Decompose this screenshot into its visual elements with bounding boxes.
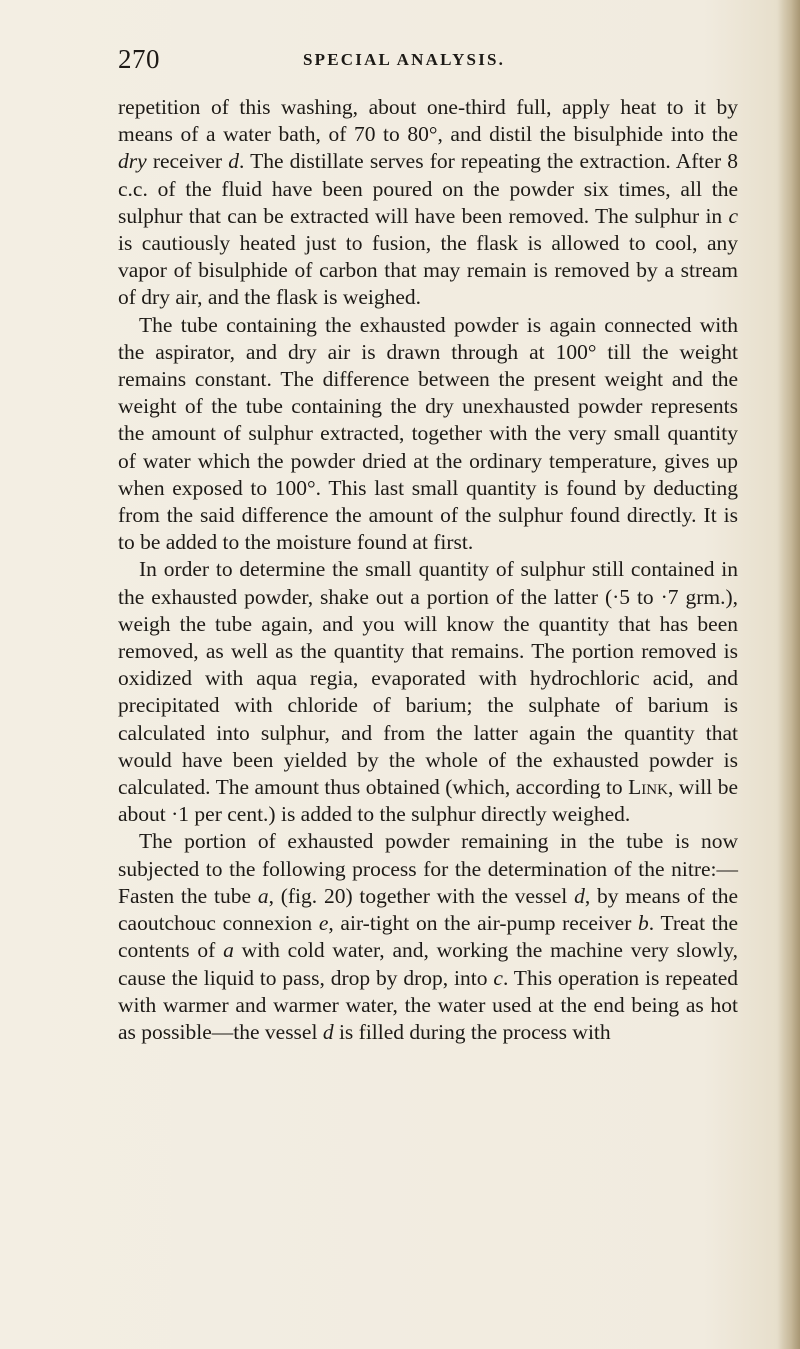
text-run: . Treat the contents of [118,911,738,963]
author-name: Link [628,775,668,800]
paragraph-4 [118,828,738,1046]
italic-run: dry [118,149,147,174]
italic-run: d [228,149,239,174]
page-edge-shadow [778,0,800,1349]
italic-run: e [318,911,329,936]
running-head: SPECIAL ANALYSIS. [303,50,506,69]
italic-run: d [574,883,585,908]
body-text [118,94,738,1046]
italic-run: a [223,938,234,963]
text-run: repetition of this washing, about one-third full, apply heat to it by means of a water bath, of 70 to 80°, and distil the bisulphide into the [118,95,738,147]
page-number: 270 [118,44,160,74]
italic-run: c [728,203,738,228]
text-run: , by means of the caoutchouc connexion [118,883,738,936]
italic-run: a [257,883,269,908]
italic-run: b [638,911,649,936]
page-header [118,44,738,78]
text-run: with cold water, and, working the machine very slowly, cause the liquid to pass, drop by drop, into [118,938,738,990]
paragraph-1 [118,94,738,312]
text-run: . The distillate serves for repeating the extraction. After 8 c.c. of the fluid have been poured on the powder six times, all the sulphur that can be extracted will have been removed. The sulphur in [118,149,739,228]
text-run: . This operation is repeated with warmer and warmer water, the water used at the end being as hot as possible—the vessel [118,965,739,1044]
italic-run: c [493,965,503,990]
italic-run: d [322,1019,334,1044]
paragraph-3 [118,556,738,828]
paragraph-2: The tube containing the exhausted powder is again connected with the aspirator, and dry air is drawn through at 100° till the weight remains constant. The difference between the present weight and the weight of the tube containing the dry unexhausted powder represents the amount of sulphur extracted, together with the very small quantity of water which the powder dried at the ordinary temperature, gives up when exposed to 100°. This last small quantity is found by deducting from the said difference the amount of the sulphur found directly. It is to be added to the moisture found at first. [118,312,738,555]
text-run: , air-tight on the air-pump receiver [328,911,639,936]
text-run: is filled during the process with [333,1019,611,1044]
text-run: receiver [146,149,229,174]
text-run: The portion of exhausted powder remaining in the tube is now subjected to the following process for the determination of the nitre:—Fasten the tube [118,829,738,908]
text-run: , (fig. 20) together with the vessel [268,883,575,908]
text-run: , will be about ·1 per cent.) is added to the sulphur directly weighed. [118,775,738,827]
text-run: is cautiously heated just to fusion, the flask is allowed to cool, any vapor of bisulphide of carbon that may remain is removed by a stream of dry air, and the flask is weighed. [118,231,738,310]
text-run: In order to determine the small quantity of sulphur still contained in the exhausted powder, shake out a portion of the latter (·5 to ·7 grm.), weigh the tube again, and you will know the quantity that has been removed, as well as the quantity that remains. The portion removed is oxidized with aqua regia, evaporated with hydrochloric acid, and precipitated with chloride of barium; the sulphate of barium is calculated into sulphur, and from the latter again the quantity that would have been yielded by the whole of the exhausted powder is calculated. The amount thus obtained (which, according to [118,557,738,800]
